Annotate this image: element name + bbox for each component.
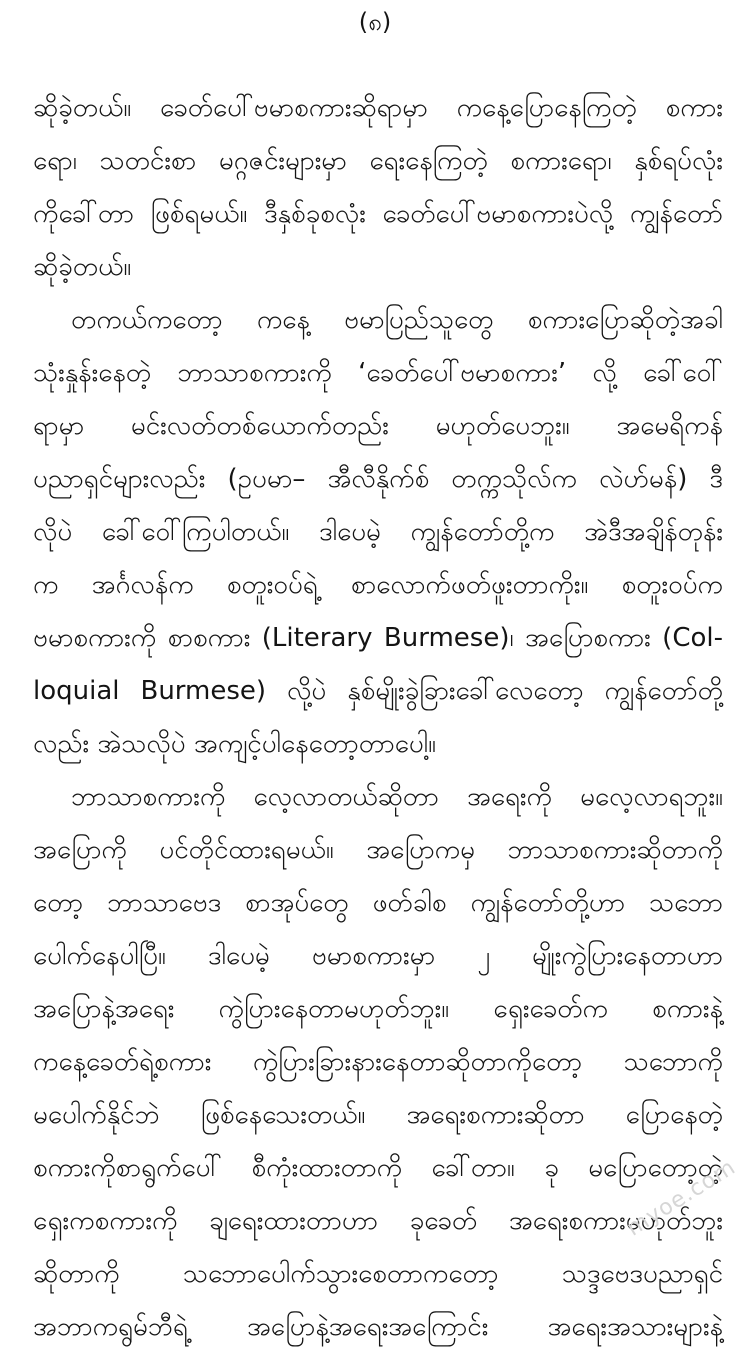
- watermark: myoe.com: [622, 1154, 740, 1242]
- text-line: ဆိုခဲ့တယ်။: [33, 252, 132, 282]
- paragraph: [33, 294, 723, 771]
- text-line: ဆိုတာကို သဘောပေါက်သွားစေတာကတော့ သဒ္ဒဗေဒပညာရှင်: [33, 1259, 723, 1289]
- text-line: သုံးနှုန်းနေတဲ့ ဘာသာစကားကို ‘ခေတ်ပေါ်ဗမာစကား’ လို့ ခေါ်ဝေါ်: [33, 358, 723, 388]
- text-line: loquial Burmese) လို့ပဲ နှစ်မျိုးခွဲခြားခေါ်လေတော့ ကျွန်တော်တို့: [33, 676, 723, 706]
- text-line: တကယ်ကတော့ ကနေ့ ဗမာပြည်သူတွေ စကားပြောဆိုတဲ့အခါ: [71, 305, 723, 335]
- text-line: အဘာကရွမ်ဘီရဲ့ အပြောနဲ့အရေးအကြောင်း အရေးအသားများနဲ့: [33, 1312, 723, 1342]
- text-line: ပညာရှင်များလည်း (ဥပမာ– အီလီနိုက်စ် တက္ကသိုလ်က လဲဟ်မန်) ဒီ: [33, 464, 723, 494]
- text-line: ကနေ့ခေတ်ရဲ့စကား ကွဲပြားခြားနားနေတာဆိုတာကိုတော့ သဘောကို: [33, 1047, 723, 1077]
- text-line: စကားကိုစာရွက်ပေါ် စီကုံးထားတာကို ခေါ်တာ။ ခု မပြောတော့တဲ့: [33, 1153, 723, 1183]
- text-line: က အင်္ဂလန်က စတူးဝပ်ရဲ့ စာလောက်ဖတ်ဖူးတာကိုး။ စတူးဝပ်က: [33, 570, 723, 600]
- text-line: ပေါက်နေပါပြီ။ ဒါပေမဲ့ ဗမာစကားမှာ ၂ မျိုးကွဲပြားနေတာဟာ: [33, 941, 723, 971]
- text-line: ရှေးကစကားကို ချရေးထားတာဟာ ခုခေတ် အရေးစကားမဟုတ်ဘူး: [33, 1206, 723, 1236]
- page-number: (၈): [358, 8, 392, 36]
- text-line: ကိုခေါ်တာ ဖြစ်ရမယ်။ ဒီနှစ်ခုစလုံး ခေတ်ပေါ်ဗမာစကားပဲလို့ ကျွန်တော်: [33, 199, 723, 229]
- text-line: မပေါက်နိုင်ဘဲ ဖြစ်နေသေးတယ်။ အရေးစကားဆိုတာ ပြောနေတဲ့: [33, 1100, 723, 1130]
- text-line: လည်း အဲသလိုပဲ အကျင့်ပါနေတော့တာပေါ့။: [33, 729, 437, 759]
- text-line: ရာမှာ မင်းလတ်တစ်ယောက်တည်း မဟုတ်ပေဘူး။ အမေရိကန်: [33, 411, 723, 441]
- text-line: ဗမာစကားကို စာစကား (Literary Burmese)၊ အပြောစကား (Col-: [33, 623, 723, 653]
- text-line: တော့ ဘာသာဗေဒ စာအုပ်တွေ ဖတ်ခါစ ကျွန်တော်တို့ဟာ သဘော: [33, 888, 723, 918]
- text-line: အပြောနဲ့အရေး ကွဲပြားနေတာမဟုတ်ဘူး။ ရှေးခေတ်က စကားနဲ့: [33, 994, 723, 1024]
- text-line: အပြောကို ပင်တိုင်ထားရမယ်။ အပြောကမှ ဘာသာစကားဆိုတာကို: [33, 835, 723, 865]
- paragraph: [33, 771, 723, 1354]
- paragraph: [33, 82, 723, 294]
- text-line: ရော၊ သတင်းစာ မဂ္ဂဇင်းများမှာ ရေးနေကြတဲ့ စကားရော၊ နှစ်ရပ်လုံး: [33, 146, 723, 176]
- text-line: လိုပဲ ခေါ်ဝေါ်ကြပါတယ်။ ဒါပေမဲ့ ကျွန်တော်တို့က အဲဒီအချိန်တုန်း: [33, 517, 723, 547]
- text-line: ဆိုခဲ့တယ်။ ခေတ်ပေါ်ဗမာစကားဆိုရာမှာ ကနေ့ပြောနေကြတဲ့ စကား: [33, 93, 723, 123]
- text-line: ဘာသာစကားကို လေ့လာတယ်ဆိုတာ အရေးကို မလေ့လာရဘူး။: [71, 782, 723, 812]
- body-text: [33, 82, 723, 1354]
